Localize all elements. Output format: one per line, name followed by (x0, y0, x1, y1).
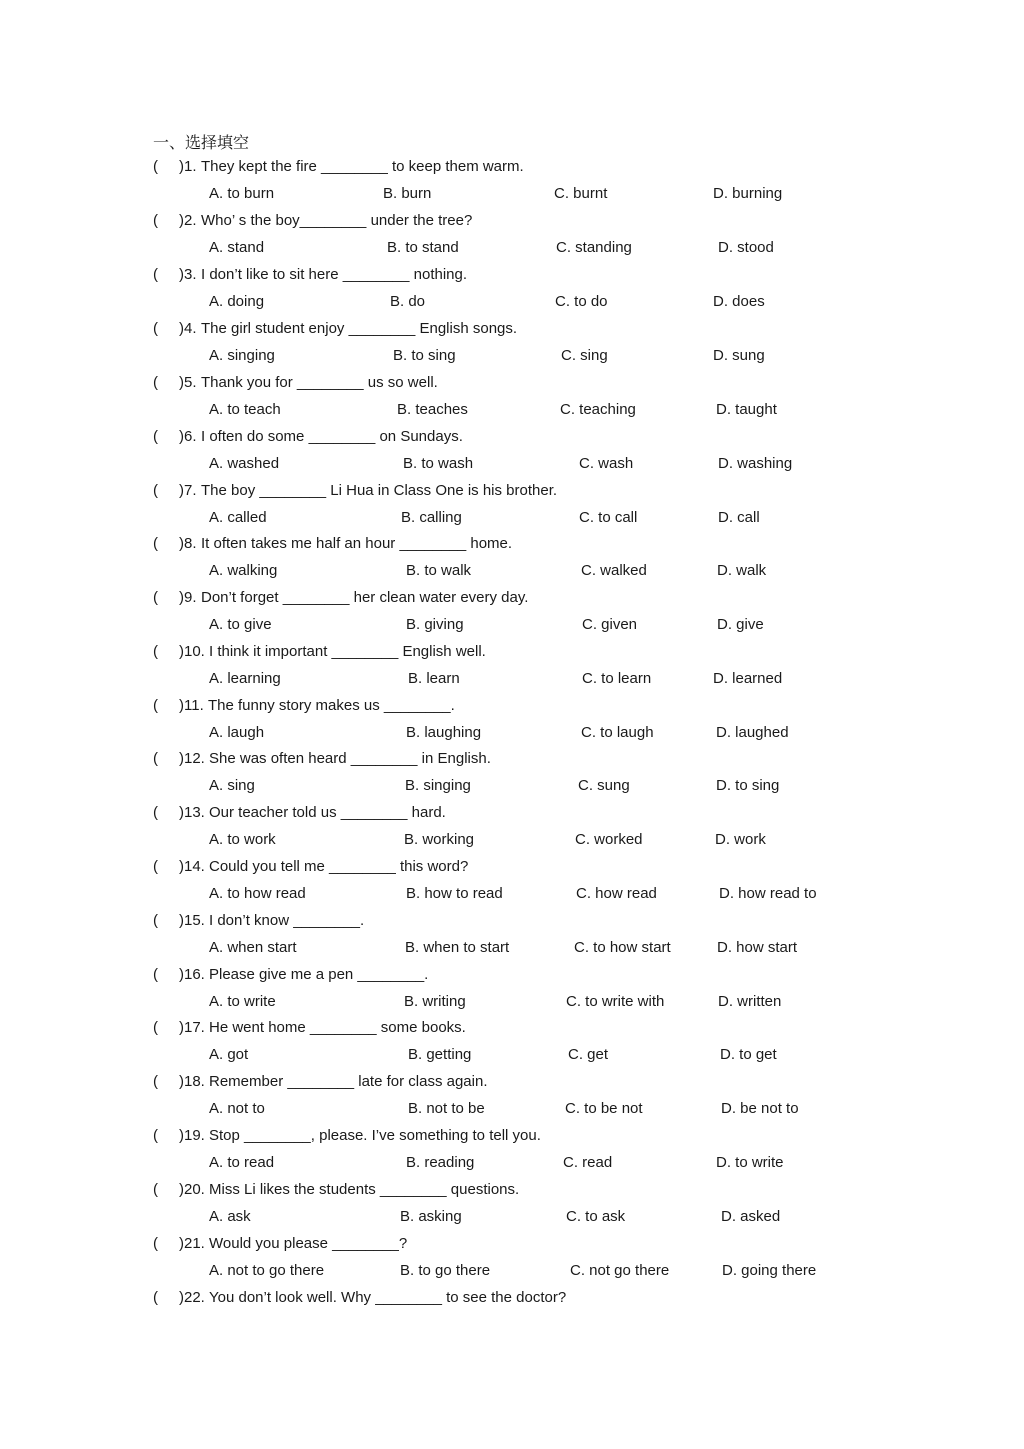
option-a: A. to teach (209, 401, 281, 418)
answer-blank-open-paren: ( (153, 1127, 158, 1144)
question-number: )12. (179, 750, 205, 767)
question-text: I don’t like to sit here ________ nothing. (201, 266, 468, 283)
option-c: C. to learn (582, 670, 652, 687)
question-number: )10. (179, 643, 205, 660)
question-text: Remember ________ late for class again. (209, 1073, 488, 1090)
option-b: B. when to start (405, 939, 510, 956)
question-number: )2. (179, 212, 197, 229)
question-number: )9. (179, 589, 197, 606)
option-a: A. got (209, 1046, 249, 1063)
answer-blank-open-paren: ( (153, 212, 158, 229)
question-number: )7. (179, 482, 197, 499)
question-number: )15. (179, 912, 205, 929)
question-number: )5. (179, 374, 197, 391)
option-d: D. work (715, 831, 766, 848)
option-d: D. washing (718, 455, 793, 472)
options-row (0, 670, 1024, 692)
question-number: )16. (179, 966, 205, 983)
answer-blank-open-paren: ( (153, 482, 158, 499)
options-row (0, 1208, 1024, 1230)
question-text: I think it important ________ English well. (209, 643, 486, 660)
answer-blank-open-paren: ( (153, 804, 158, 821)
question-text: Would you please ________? (209, 1235, 408, 1252)
option-c: C. given (582, 616, 638, 633)
question-text: It often takes me half an hour ________ home. (201, 535, 513, 552)
answer-blank-open-paren: ( (153, 750, 158, 767)
option-d: D. how start (717, 939, 798, 956)
option-b: B. to sing (393, 347, 456, 364)
option-d: D. to sing (716, 777, 780, 794)
option-c: C. sung (578, 777, 630, 794)
question-text: Miss Li likes the students ________ questions. (209, 1181, 520, 1198)
question-number: )8. (179, 535, 197, 552)
options-row (0, 1100, 1024, 1122)
question-number: )18. (179, 1073, 205, 1090)
option-d: D. how read to (719, 885, 817, 902)
option-b: B. reading (406, 1154, 475, 1171)
answer-blank-open-paren: ( (153, 266, 158, 283)
option-a: A. walking (209, 562, 278, 579)
question-text: Stop ________, please. I’ve something to tell you. (209, 1127, 541, 1144)
question-number: )13. (179, 804, 205, 821)
question-text: She was often heard ________ in English. (209, 750, 491, 767)
options-row (0, 293, 1024, 315)
question-text: The girl student enjoy ________ English songs. (201, 320, 518, 337)
option-b: B. learn (408, 670, 460, 687)
answer-blank-open-paren: ( (153, 428, 158, 445)
question-number: )14. (179, 858, 205, 875)
option-b: B. writing (404, 993, 466, 1010)
option-c: C. burnt (554, 185, 608, 202)
options-row (0, 831, 1024, 853)
section-title: 一、选择填空 (153, 133, 250, 152)
option-d: D. sung (713, 347, 765, 364)
options-row (0, 239, 1024, 261)
option-c: C. to ask (566, 1208, 626, 1225)
options-row (0, 616, 1024, 638)
option-b: B. to stand (387, 239, 459, 256)
options-row (0, 455, 1024, 477)
question-number: )20. (179, 1181, 205, 1198)
answer-blank-open-paren: ( (153, 643, 158, 660)
answer-blank-open-paren: ( (153, 966, 158, 983)
options-row (0, 401, 1024, 423)
option-d: D. call (718, 509, 760, 526)
option-b: B. to go there (400, 1262, 491, 1279)
answer-blank-open-paren: ( (153, 1019, 158, 1036)
question-number: )1. (179, 158, 197, 175)
option-d: D. does (713, 293, 765, 310)
option-c: C. walked (581, 562, 647, 579)
option-c: C. to be not (565, 1100, 643, 1117)
question-text: Thank you for ________ us so well. (201, 374, 438, 391)
option-b: B. do (390, 293, 426, 310)
options-row (0, 562, 1024, 584)
option-b: B. not to be (408, 1100, 485, 1117)
option-b: B. to walk (406, 562, 472, 579)
answer-blank-open-paren: ( (153, 158, 158, 175)
option-b: B. calling (401, 509, 462, 526)
answer-blank-open-paren: ( (153, 320, 158, 337)
question-text: I don’t know ________. (209, 912, 365, 929)
option-a: A. ask (209, 1208, 251, 1225)
option-d: D. be not to (721, 1100, 799, 1117)
options-row (0, 1262, 1024, 1284)
question-number: )6. (179, 428, 197, 445)
option-b: B. giving (406, 616, 464, 633)
option-a: A. to burn (209, 185, 275, 202)
option-c: C. standing (556, 239, 632, 256)
option-a: A. washed (209, 455, 280, 472)
option-b: B. to wash (403, 455, 474, 472)
question-text: The boy ________ Li Hua in Class One is his brother. (201, 482, 558, 499)
option-c: C. to do (555, 293, 608, 310)
option-b: B. singing (405, 777, 471, 794)
option-d: D. taught (716, 401, 777, 418)
question-text: They kept the fire ________ to keep them warm. (201, 158, 524, 175)
option-d: D. laughed (716, 724, 789, 741)
options-row (0, 777, 1024, 799)
option-c: C. to call (579, 509, 638, 526)
option-d: D. burning (713, 185, 783, 202)
answer-blank-open-paren: ( (153, 1289, 158, 1306)
option-c: C. teaching (560, 401, 636, 418)
option-a: A. to write (209, 993, 276, 1010)
question-text: Our teacher told us ________ hard. (209, 804, 446, 821)
option-a: A. singing (209, 347, 275, 364)
option-d: D. give (717, 616, 764, 633)
question-text: The funny story makes us ________. (208, 697, 455, 714)
question-number: )17. (179, 1019, 205, 1036)
options-row (0, 1154, 1024, 1176)
option-c: C. worked (575, 831, 643, 848)
option-a: A. to how read (209, 885, 306, 902)
option-b: B. teaches (397, 401, 468, 418)
answer-blank-open-paren: ( (153, 1181, 158, 1198)
question-number: )22. (179, 1289, 205, 1306)
options-row (0, 993, 1024, 1015)
question-number: )11. (179, 697, 204, 714)
option-b: B. asking (400, 1208, 462, 1225)
option-c: C. read (563, 1154, 613, 1171)
option-b: B. laughing (406, 724, 482, 741)
option-d: D. stood (718, 239, 774, 256)
options-row (0, 509, 1024, 531)
option-d: D. asked (721, 1208, 781, 1225)
option-a: A. when start (209, 939, 297, 956)
answer-blank-open-paren: ( (153, 697, 158, 714)
option-a: A. to give (209, 616, 272, 633)
option-d: D. going there (722, 1262, 817, 1279)
option-a: A. called (209, 509, 267, 526)
option-c: C. sing (561, 347, 608, 364)
question-text: Please give me a pen ________. (209, 966, 429, 983)
option-d: D. to write (716, 1154, 784, 1171)
answer-blank-open-paren: ( (153, 535, 158, 552)
option-a: A. doing (209, 293, 265, 310)
option-b: B. burn (383, 185, 432, 202)
option-c: C. get (568, 1046, 609, 1063)
option-c: C. to how start (574, 939, 671, 956)
option-c: C. to write with (566, 993, 665, 1010)
option-b: B. getting (408, 1046, 472, 1063)
question-text: Who’ s the boy________ under the tree? (201, 212, 473, 229)
question-number: )3. (179, 266, 197, 283)
question-text: He went home ________ some books. (209, 1019, 466, 1036)
options-row (0, 185, 1024, 207)
options-row (0, 347, 1024, 369)
question-text: Don’t forget ________ her clean water every day. (201, 589, 529, 606)
answer-blank-open-paren: ( (153, 1073, 158, 1090)
question-number: )19. (179, 1127, 205, 1144)
option-a: A. to work (209, 831, 276, 848)
answer-blank-open-paren: ( (153, 858, 158, 875)
answer-blank-open-paren: ( (153, 589, 158, 606)
question-text: You don’t look well. Why ________ to see the doctor? (209, 1289, 567, 1306)
option-d: D. written (718, 993, 782, 1010)
options-row (0, 1046, 1024, 1068)
options-row (0, 885, 1024, 907)
option-c: C. to laugh (581, 724, 654, 741)
answer-blank-open-paren: ( (153, 1235, 158, 1252)
option-c: C. not go there (570, 1262, 670, 1279)
answer-blank-open-paren: ( (153, 912, 158, 929)
option-d: D. to get (720, 1046, 777, 1063)
option-c: C. wash (579, 455, 634, 472)
option-a: A. not to go there (209, 1262, 325, 1279)
option-a: A. not to (209, 1100, 265, 1117)
option-b: B. how to read (406, 885, 503, 902)
question-text: I often do some ________ on Sundays. (201, 428, 463, 445)
question-number: )21. (179, 1235, 205, 1252)
question-number: )4. (179, 320, 197, 337)
option-a: A. learning (209, 670, 281, 687)
option-a: A. to read (209, 1154, 275, 1171)
answer-blank-open-paren: ( (153, 374, 158, 391)
option-d: D. learned (713, 670, 783, 687)
options-row (0, 724, 1024, 746)
option-a: A. laugh (209, 724, 265, 741)
option-c: C. how read (576, 885, 657, 902)
option-b: B. working (404, 831, 475, 848)
option-d: D. walk (717, 562, 767, 579)
question-text: Could you tell me ________ this word? (209, 858, 469, 875)
option-a: A. sing (209, 777, 255, 794)
option-a: A. stand (209, 239, 265, 256)
options-row (0, 939, 1024, 961)
